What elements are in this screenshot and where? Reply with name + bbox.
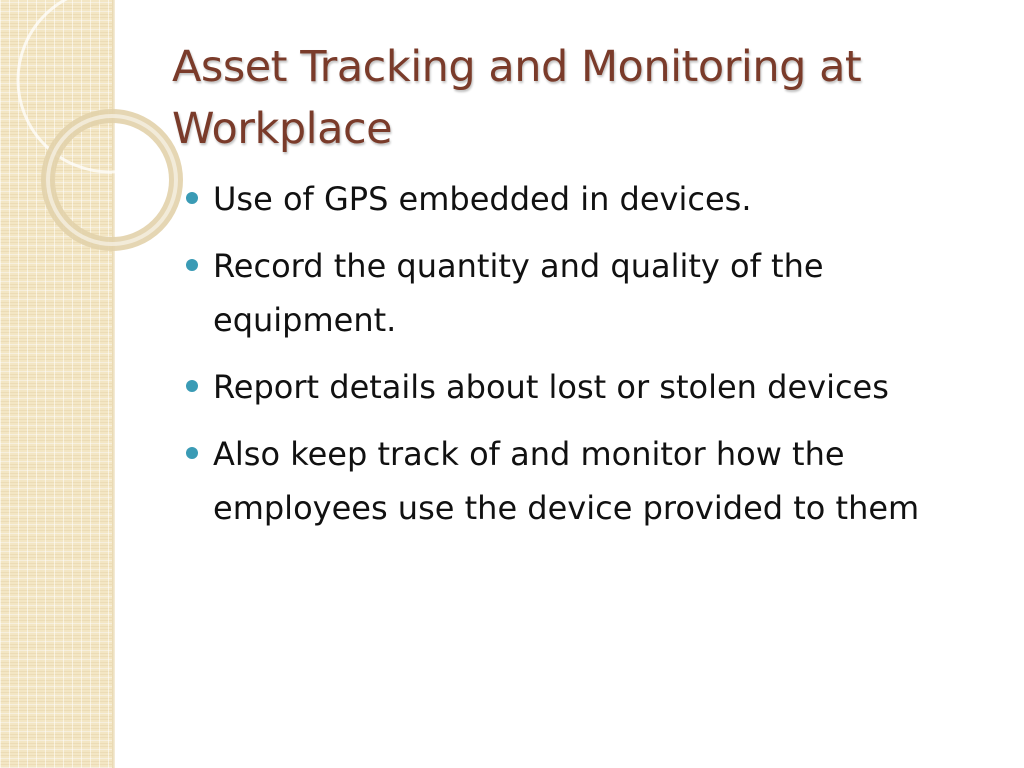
bullet-text: Report details about lost or stolen devices — [213, 368, 889, 406]
bullet-dot-icon — [186, 447, 198, 459]
bullet-item — [186, 427, 986, 535]
bullet-text: Record the quantity and quality of the equipment. — [213, 247, 824, 339]
bullet-dot-icon — [186, 380, 198, 392]
bullet-dot-icon — [186, 259, 198, 271]
bullet-item — [186, 239, 986, 347]
decorative-side-band — [0, 0, 112, 768]
side-band-edge — [112, 0, 115, 768]
slide-title: Asset Tracking and Monitoring at Workplace — [172, 42, 862, 154]
bullet-list — [186, 172, 986, 548]
bullet-text: Also keep track of and monitor how the employees use the device provided to them — [213, 435, 920, 527]
bullet-item — [186, 172, 986, 226]
bullet-item — [186, 360, 986, 414]
bullet-text: Use of GPS embedded in devices. — [213, 180, 752, 218]
bullet-dot-icon — [186, 192, 198, 204]
